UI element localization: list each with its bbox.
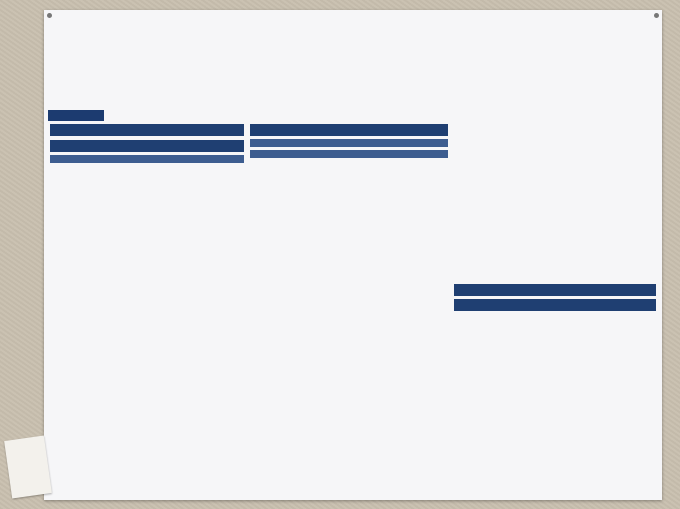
pin-top-right <box>654 13 659 18</box>
sticky-note-line1 <box>8 439 42 444</box>
meq30-bar-chart <box>454 128 656 276</box>
table3-challenging-items <box>250 150 448 158</box>
yale-logo <box>48 110 104 121</box>
table2-header-cell <box>349 139 448 147</box>
demographics-table <box>50 155 244 163</box>
table2-socq-items <box>250 139 448 147</box>
sticky-note <box>4 435 52 498</box>
sticky-note-line3 <box>8 439 42 444</box>
conclusions-heading <box>454 284 656 296</box>
table2-header-cell <box>250 139 349 147</box>
demographics-header-cell <box>50 155 147 163</box>
umich-psychiatry-logo <box>650 106 656 112</box>
references-heading <box>454 299 656 311</box>
poster-column-middle <box>250 124 448 160</box>
pin-top-left <box>47 13 52 18</box>
research-poster <box>44 10 662 500</box>
poster-column-left <box>50 124 244 163</box>
sticky-note-line2 <box>8 439 42 444</box>
results-heading <box>250 124 448 136</box>
table3-header-cell <box>349 150 448 158</box>
poster-column-right <box>454 124 656 314</box>
introduction-heading <box>50 124 244 136</box>
table3-header-cell <box>250 150 349 158</box>
methods-heading <box>50 140 244 152</box>
demographics-header-cell <box>147 155 244 163</box>
